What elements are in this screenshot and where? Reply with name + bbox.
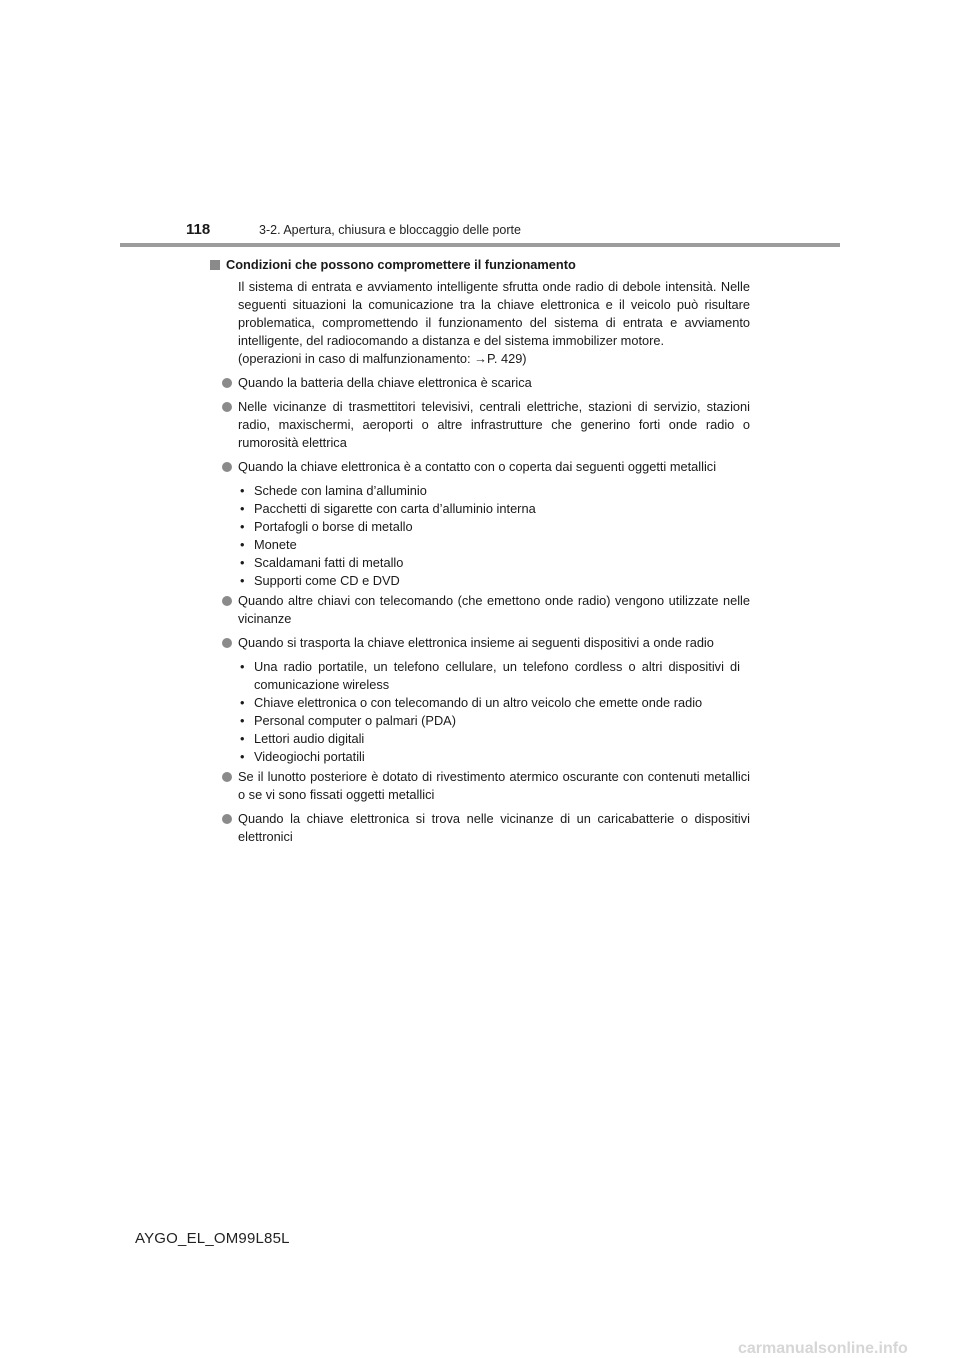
condition-row bbox=[210, 374, 750, 392]
sub-item-text: Chiave elettronica o con telecomando di un altro veicolo che emette onde radio bbox=[254, 695, 703, 710]
condition-text: Quando la chiave elettronica è a contatto con o coperta dai seguenti oggetti metallici bbox=[238, 459, 717, 474]
condition-item bbox=[210, 634, 750, 766]
sub-list-item bbox=[238, 730, 750, 748]
sub-bullet-icon: • bbox=[240, 519, 245, 534]
condition-text: Nelle vicinanze di trasmettitori televisivi, centrali elettriche, stazioni di servizio, stazioni radio, maxischermi, aeroporti o altre infrastrutture che generino forti onde radio o rumorosità elettrica bbox=[238, 399, 750, 450]
sub-bullet-icon: • bbox=[240, 713, 245, 728]
sub-list-item bbox=[238, 518, 750, 536]
circle-bullet-icon bbox=[222, 402, 232, 412]
section-heading-text: Condizioni che possono compromettere il funzionamento bbox=[226, 257, 576, 272]
condition-text: Quando altre chiavi con telecomando (che emettono onde radio) vengono utilizzate nelle vicinanze bbox=[238, 593, 750, 626]
circle-bullet-icon bbox=[222, 772, 232, 782]
sub-item-text: Portafogli o borse di metallo bbox=[254, 519, 413, 534]
sub-list-item bbox=[238, 572, 750, 590]
condition-text: Quando la batteria della chiave elettronica è scarica bbox=[238, 375, 532, 390]
intro-text: Il sistema di entrata e avviamento intelligente sfrutta onde radio di debole intensità. Nelle seguenti situazioni la comunicazione tra la chiave elettronica e il veicolo può risultare problematica, compromettendo il funzionamento del sistema di entrata e avviamento intelligente, del radiocomando a distanza e del sistema immobilizer motore. bbox=[238, 279, 750, 348]
sub-item-text: Supporti come CD e DVD bbox=[254, 573, 400, 588]
header-rule bbox=[120, 243, 840, 247]
sub-item-text: Lettori audio digitali bbox=[254, 731, 365, 746]
condition-text: Quando si trasporta la chiave elettronica insieme ai seguenti dispositivi a onde radio bbox=[238, 635, 714, 650]
condition-item bbox=[210, 592, 750, 628]
content-block bbox=[210, 256, 750, 852]
sub-item-text: Personal computer o palmari (PDA) bbox=[254, 713, 456, 728]
square-bullet-icon bbox=[210, 260, 220, 270]
sub-list-item bbox=[238, 658, 750, 694]
sub-list bbox=[238, 482, 750, 590]
section-heading bbox=[210, 256, 750, 274]
condition-item bbox=[210, 398, 750, 452]
sub-item-text: Monete bbox=[254, 537, 297, 552]
circle-bullet-icon bbox=[222, 814, 232, 824]
sub-list-item bbox=[238, 536, 750, 554]
condition-item bbox=[210, 374, 750, 392]
sub-list-item bbox=[238, 482, 750, 500]
sub-bullet-icon: • bbox=[240, 749, 245, 764]
sub-list-item bbox=[238, 712, 750, 730]
condition-row bbox=[210, 810, 750, 846]
intro-paragraph bbox=[238, 278, 750, 368]
sub-list-item bbox=[238, 500, 750, 518]
sub-item-text: Pacchetti di sigarette con carta d’alluminio interna bbox=[254, 501, 536, 516]
circle-bullet-icon bbox=[222, 462, 232, 472]
sub-list-item bbox=[238, 694, 750, 712]
condition-item bbox=[210, 768, 750, 804]
condition-list bbox=[210, 374, 750, 846]
watermark: carmanualsonline.info bbox=[738, 1340, 908, 1357]
condition-text: Se il lunotto posteriore è dotato di rivestimento atermico oscurante con contenuti metallici o se vi sono fissati oggetti metallici bbox=[238, 769, 750, 802]
sub-item-text: Scaldamani fatti di metallo bbox=[254, 555, 404, 570]
sub-list-item bbox=[238, 554, 750, 572]
circle-bullet-icon bbox=[222, 596, 232, 606]
condition-row bbox=[210, 634, 750, 652]
condition-row bbox=[210, 458, 750, 476]
condition-row bbox=[210, 768, 750, 804]
sub-bullet-icon: • bbox=[240, 483, 245, 498]
condition-item bbox=[210, 458, 750, 590]
sub-item-text: Una radio portatile, un telefono cellulare, un telefono cordless o altri dispositivi di comunicazione wireless bbox=[254, 659, 740, 692]
sub-item-text: Videogiochi portatili bbox=[254, 749, 365, 764]
condition-row bbox=[210, 592, 750, 628]
sub-bullet-icon: • bbox=[240, 555, 245, 570]
sub-list bbox=[238, 658, 750, 766]
intro-reference: (operazioni in caso di malfunzionamento: →P. 429) bbox=[238, 351, 527, 366]
condition-row bbox=[210, 398, 750, 452]
sub-bullet-icon: • bbox=[240, 573, 245, 588]
condition-item bbox=[210, 810, 750, 846]
sub-item-text: Schede con lamina d’alluminio bbox=[254, 483, 427, 498]
sub-bullet-icon: • bbox=[240, 501, 245, 516]
sub-bullet-icon: • bbox=[240, 537, 245, 552]
page-number: 118 bbox=[186, 221, 211, 238]
sub-bullet-icon: • bbox=[240, 695, 245, 710]
section-title: 3-2. Apertura, chiusura e bloccaggio delle porte bbox=[259, 223, 521, 237]
circle-bullet-icon bbox=[222, 378, 232, 388]
sub-list-item bbox=[238, 748, 750, 766]
condition-text: Quando la chiave elettronica si trova nelle vicinanze di un caricabatterie o dispositivi elettronici bbox=[238, 811, 750, 844]
circle-bullet-icon bbox=[222, 638, 232, 648]
sub-bullet-icon: • bbox=[240, 659, 245, 674]
sub-bullet-icon: • bbox=[240, 731, 245, 746]
document-code: AYGO_EL_OM99L85L bbox=[135, 1230, 290, 1247]
